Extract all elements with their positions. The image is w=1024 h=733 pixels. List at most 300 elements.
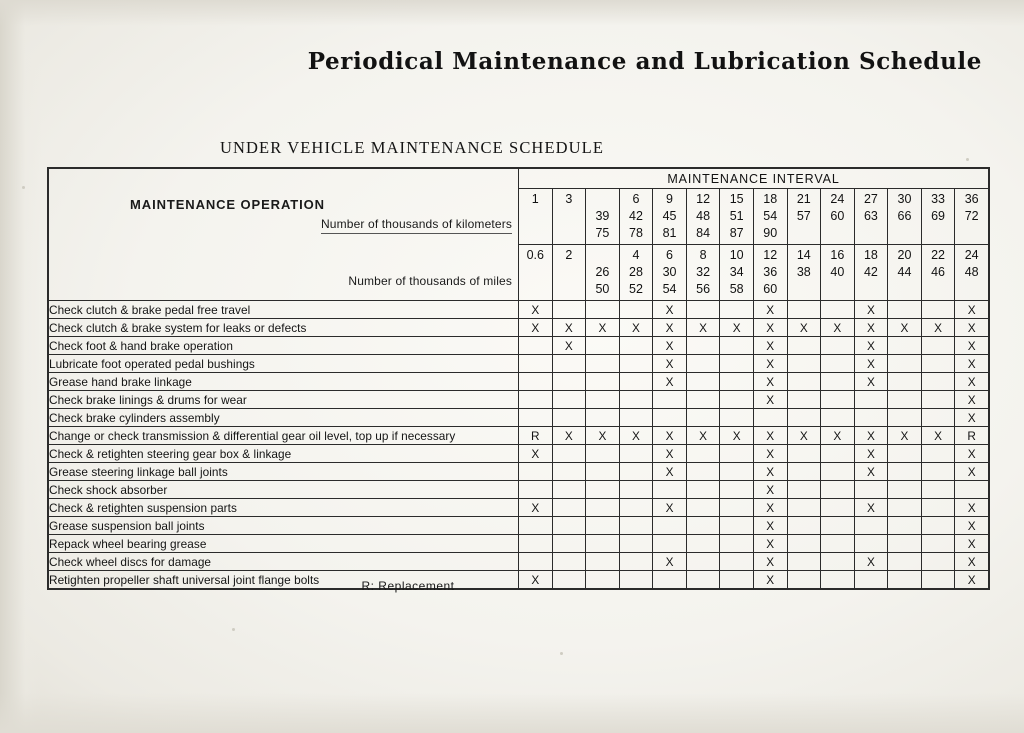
interval-mark: X bbox=[955, 445, 989, 463]
interval-mark-empty bbox=[720, 373, 754, 391]
interval-mark-empty bbox=[821, 499, 855, 517]
interval-mark-empty bbox=[586, 481, 620, 499]
interval-mark-empty bbox=[720, 355, 754, 373]
interval-mark-empty bbox=[586, 535, 620, 553]
interval-km-col-12 bbox=[888, 189, 922, 245]
interval-mark: X bbox=[653, 463, 687, 481]
interval-mark-empty bbox=[821, 553, 855, 571]
interval-mark: X bbox=[619, 319, 653, 337]
interval-mark-empty bbox=[720, 553, 754, 571]
interval-mark: X bbox=[888, 427, 922, 445]
interval-mark: X bbox=[653, 337, 687, 355]
interval-km-col-value: 66 bbox=[897, 209, 912, 223]
interval-km-col-value: 15 bbox=[729, 192, 744, 206]
interval-km-col-2 bbox=[552, 189, 586, 245]
interval-mark-empty bbox=[619, 535, 653, 553]
interval-mark: X bbox=[821, 319, 855, 337]
interval-mark-empty bbox=[552, 463, 586, 481]
interval-mark-empty bbox=[921, 463, 955, 481]
interval-mark-empty bbox=[854, 517, 888, 535]
maintenance-interval-banner: MAINTENANCE INTERVAL bbox=[519, 169, 989, 189]
interval-km-col-value: 39 bbox=[595, 209, 610, 223]
interval-miles-col-8 bbox=[753, 245, 787, 301]
interval-mark: X bbox=[753, 571, 787, 589]
table-row bbox=[49, 427, 989, 445]
interval-mark-empty bbox=[888, 391, 922, 409]
interval-mark-empty bbox=[821, 409, 855, 427]
interval-km-col-value: 72 bbox=[964, 209, 979, 223]
interval-mark-empty bbox=[586, 373, 620, 391]
interval-mark-empty bbox=[854, 409, 888, 427]
interval-mark: X bbox=[753, 445, 787, 463]
interval-mark-empty bbox=[787, 445, 821, 463]
interval-mark-empty bbox=[519, 337, 553, 355]
table-row bbox=[49, 319, 989, 337]
interval-mark-empty bbox=[821, 301, 855, 319]
interval-mark-empty bbox=[821, 535, 855, 553]
interval-mark: X bbox=[854, 301, 888, 319]
interval-mark-empty bbox=[888, 535, 922, 553]
scan-speck bbox=[560, 652, 563, 655]
interval-mark-empty bbox=[854, 535, 888, 553]
interval-mark-empty bbox=[686, 373, 720, 391]
interval-mark-empty bbox=[955, 481, 989, 499]
interval-mark: X bbox=[854, 553, 888, 571]
interval-km-col-6 bbox=[686, 189, 720, 245]
interval-mark: X bbox=[787, 319, 821, 337]
interval-mark-empty bbox=[519, 373, 553, 391]
interval-mark-empty bbox=[854, 391, 888, 409]
interval-km-col-value: 57 bbox=[796, 209, 811, 223]
interval-mark: X bbox=[753, 535, 787, 553]
interval-mark-empty bbox=[888, 517, 922, 535]
interval-mark: X bbox=[753, 391, 787, 409]
interval-mark-empty bbox=[653, 535, 687, 553]
operation-header-cell bbox=[49, 169, 519, 301]
interval-miles-col-5 bbox=[653, 245, 687, 301]
interval-mark-empty bbox=[787, 373, 821, 391]
interval-mark-empty bbox=[821, 373, 855, 391]
interval-km-col-value: 27 bbox=[863, 192, 878, 206]
interval-mark-empty bbox=[552, 373, 586, 391]
interval-miles-col-value: 42 bbox=[863, 265, 878, 279]
interval-mark-empty bbox=[921, 445, 955, 463]
interval-km-col-value: 78 bbox=[629, 226, 643, 240]
interval-mark: X bbox=[753, 481, 787, 499]
interval-mark: X bbox=[955, 463, 989, 481]
interval-mark: X bbox=[653, 553, 687, 571]
interval-mark: X bbox=[653, 445, 687, 463]
interval-mark-empty bbox=[888, 481, 922, 499]
operation-label: Check & retighten steering gear box & linkage bbox=[49, 445, 519, 463]
interval-mark-empty bbox=[619, 301, 653, 319]
interval-km-col-value: 54 bbox=[763, 209, 778, 223]
interval-mark: X bbox=[955, 301, 989, 319]
table-row bbox=[49, 499, 989, 517]
interval-miles-col-value: 54 bbox=[662, 282, 677, 296]
interval-mark-empty bbox=[787, 355, 821, 373]
interval-mark-empty bbox=[686, 391, 720, 409]
interval-mark-empty bbox=[653, 391, 687, 409]
table-row bbox=[49, 409, 989, 427]
page-shadow-bottom bbox=[0, 693, 1024, 733]
interval-miles-col-value: 56 bbox=[696, 282, 711, 296]
table-row bbox=[49, 535, 989, 553]
interval-mark-empty bbox=[619, 337, 653, 355]
interval-km-col-value: 42 bbox=[629, 209, 643, 223]
operation-label: Check wheel discs for damage bbox=[49, 553, 519, 571]
scan-speck bbox=[966, 158, 969, 161]
interval-mark: X bbox=[921, 319, 955, 337]
interval-mark-empty bbox=[552, 535, 586, 553]
interval-mark-empty bbox=[921, 355, 955, 373]
interval-miles-col-11 bbox=[854, 245, 888, 301]
interval-miles-col-value: 4 bbox=[632, 248, 640, 262]
operation-header-label: MAINTENANCE OPERATION bbox=[130, 197, 325, 212]
interval-mark-empty bbox=[686, 301, 720, 319]
interval-miles-col-value: 14 bbox=[796, 248, 811, 262]
interval-mark-empty bbox=[821, 355, 855, 373]
interval-km-col-value: 90 bbox=[763, 226, 778, 240]
header-banner-row bbox=[49, 169, 989, 189]
interval-mark-empty bbox=[552, 301, 586, 319]
page-shadow-top bbox=[0, 0, 1024, 26]
section-title-text: UNDER VEHICLE MAINTENANCE SCHEDULE bbox=[219, 138, 605, 157]
interval-miles-col-12 bbox=[888, 245, 922, 301]
interval-mark-empty bbox=[552, 481, 586, 499]
table-row bbox=[49, 301, 989, 319]
interval-mark-empty bbox=[720, 445, 754, 463]
interval-miles-col-value: 10 bbox=[729, 248, 744, 262]
interval-mark-empty bbox=[519, 463, 553, 481]
interval-km-col-8 bbox=[753, 189, 787, 245]
interval-mark: X bbox=[720, 427, 754, 445]
interval-mark-empty bbox=[552, 391, 586, 409]
operation-label: Check shock absorber bbox=[49, 481, 519, 499]
interval-miles-col-2 bbox=[552, 245, 586, 301]
interval-mark-empty bbox=[787, 517, 821, 535]
interval-mark-empty bbox=[888, 355, 922, 373]
operation-label: Check brake cylinders assembly bbox=[49, 409, 519, 427]
interval-mark: X bbox=[753, 337, 787, 355]
interval-mark-empty bbox=[921, 373, 955, 391]
interval-mark-empty bbox=[787, 535, 821, 553]
interval-mark-empty bbox=[787, 391, 821, 409]
interval-mark: X bbox=[653, 499, 687, 517]
interval-miles-col-value: 20 bbox=[897, 248, 912, 262]
interval-mark: X bbox=[720, 319, 754, 337]
interval-miles-col-4 bbox=[619, 245, 653, 301]
interval-km-col-14 bbox=[955, 189, 989, 245]
interval-mark-empty bbox=[888, 409, 922, 427]
interval-km-col-value: 18 bbox=[763, 192, 778, 206]
interval-mark: R bbox=[955, 427, 989, 445]
table-row bbox=[49, 553, 989, 571]
interval-mark-empty bbox=[888, 499, 922, 517]
interval-miles-col-value: 48 bbox=[964, 265, 979, 279]
interval-mark: X bbox=[519, 445, 553, 463]
interval-mark-empty bbox=[619, 409, 653, 427]
interval-mark-empty bbox=[888, 373, 922, 391]
interval-mark: X bbox=[753, 553, 787, 571]
interval-mark: X bbox=[821, 427, 855, 445]
interval-mark: X bbox=[854, 427, 888, 445]
table-row bbox=[49, 445, 989, 463]
interval-mark: X bbox=[955, 409, 989, 427]
interval-mark-empty bbox=[653, 517, 687, 535]
interval-km-col-value: 6 bbox=[632, 192, 640, 206]
interval-mark: X bbox=[586, 319, 620, 337]
interval-mark: X bbox=[552, 427, 586, 445]
operation-label: Grease steering linkage ball joints bbox=[49, 463, 519, 481]
interval-mark-empty bbox=[552, 553, 586, 571]
scan-speck bbox=[232, 628, 235, 631]
interval-mark: X bbox=[753, 301, 787, 319]
interval-mark-empty bbox=[519, 535, 553, 553]
interval-mark-empty bbox=[586, 391, 620, 409]
table-row bbox=[49, 391, 989, 409]
interval-mark-empty bbox=[619, 355, 653, 373]
interval-mark-empty bbox=[787, 409, 821, 427]
interval-km-col-10 bbox=[821, 189, 855, 245]
interval-km-col-value: 9 bbox=[666, 192, 673, 206]
interval-km-col-5 bbox=[653, 189, 687, 245]
interval-mark-empty bbox=[586, 301, 620, 319]
interval-mark: X bbox=[854, 337, 888, 355]
interval-km-col-value: 3 bbox=[565, 192, 573, 206]
interval-mark: X bbox=[955, 373, 989, 391]
maintenance-schedule-table bbox=[48, 168, 989, 589]
interval-mark: X bbox=[519, 499, 553, 517]
interval-miles-col-14 bbox=[955, 245, 989, 301]
table-header bbox=[49, 169, 989, 301]
interval-mark-empty bbox=[586, 463, 620, 481]
interval-mark: X bbox=[653, 355, 687, 373]
interval-mark-empty bbox=[720, 337, 754, 355]
interval-mark: X bbox=[753, 355, 787, 373]
interval-mark-empty bbox=[921, 517, 955, 535]
interval-mark-empty bbox=[921, 409, 955, 427]
section-title bbox=[48, 138, 988, 158]
interval-mark: X bbox=[653, 301, 687, 319]
table-body bbox=[49, 301, 989, 589]
interval-km-col-value: 12 bbox=[696, 192, 711, 206]
interval-miles-col-value: 32 bbox=[696, 265, 711, 279]
interval-mark-empty bbox=[787, 337, 821, 355]
interval-mark-empty bbox=[586, 337, 620, 355]
interval-mark: X bbox=[519, 319, 553, 337]
operation-label: Grease hand brake linkage bbox=[49, 373, 519, 391]
interval-miles-col-value: 26 bbox=[595, 265, 610, 279]
interval-miles-col-value: 12 bbox=[763, 248, 778, 262]
interval-mark-empty bbox=[586, 445, 620, 463]
interval-mark-empty bbox=[619, 499, 653, 517]
interval-mark: X bbox=[653, 319, 687, 337]
interval-miles-col-value: 0.6 bbox=[526, 248, 544, 262]
interval-mark: X bbox=[854, 373, 888, 391]
interval-mark-empty bbox=[519, 391, 553, 409]
interval-km-col-value: 21 bbox=[796, 192, 811, 206]
interval-mark: X bbox=[586, 427, 620, 445]
interval-mark: X bbox=[753, 319, 787, 337]
interval-mark-empty bbox=[686, 463, 720, 481]
interval-km-col-value: 84 bbox=[696, 226, 711, 240]
interval-mark: X bbox=[753, 373, 787, 391]
interval-km-col-value: 33 bbox=[931, 192, 945, 206]
operation-label: Change or check transmission & differential gear oil level, top up if necessary bbox=[49, 427, 519, 445]
interval-mark-empty bbox=[787, 463, 821, 481]
interval-mark: X bbox=[955, 337, 989, 355]
interval-mark: X bbox=[686, 319, 720, 337]
interval-mark: X bbox=[955, 517, 989, 535]
interval-mark: X bbox=[854, 445, 888, 463]
interval-mark-empty bbox=[619, 553, 653, 571]
interval-mark: X bbox=[888, 319, 922, 337]
interval-mark: X bbox=[519, 301, 553, 319]
interval-mark-empty bbox=[686, 517, 720, 535]
interval-mark-empty bbox=[586, 355, 620, 373]
table-row bbox=[49, 337, 989, 355]
interval-mark-empty bbox=[519, 409, 553, 427]
interval-mark-empty bbox=[753, 409, 787, 427]
interval-mark-empty bbox=[619, 517, 653, 535]
interval-mark-empty bbox=[686, 337, 720, 355]
interval-miles-col-value: 34 bbox=[729, 265, 744, 279]
interval-miles-col-3 bbox=[586, 245, 620, 301]
interval-mark-empty bbox=[720, 463, 754, 481]
interval-mark-empty bbox=[888, 463, 922, 481]
interval-km-col-value: 75 bbox=[595, 226, 610, 240]
interval-miles-col-value: 24 bbox=[964, 248, 979, 262]
interval-miles-col-value: 36 bbox=[763, 265, 778, 279]
interval-mark-empty bbox=[519, 481, 553, 499]
interval-mark-empty bbox=[888, 301, 922, 319]
interval-mark: X bbox=[955, 355, 989, 373]
interval-mark-empty bbox=[552, 499, 586, 517]
interval-km-col-value: 45 bbox=[662, 209, 677, 223]
interval-mark-empty bbox=[653, 481, 687, 499]
interval-mark-empty bbox=[921, 481, 955, 499]
interval-mark-empty bbox=[619, 445, 653, 463]
interval-mark: X bbox=[552, 319, 586, 337]
page-shadow-left bbox=[0, 0, 42, 733]
interval-miles-col-value: 22 bbox=[931, 248, 945, 262]
scan-speck bbox=[22, 186, 25, 189]
interval-km-col-3 bbox=[586, 189, 620, 245]
interval-mark: X bbox=[552, 337, 586, 355]
interval-mark-empty bbox=[619, 481, 653, 499]
operation-label: Retighten propeller shaft universal joint flange bolts bbox=[49, 571, 519, 589]
interval-mark-empty bbox=[686, 445, 720, 463]
interval-mark-empty bbox=[921, 499, 955, 517]
interval-mark-empty bbox=[821, 337, 855, 355]
interval-mark: X bbox=[653, 427, 687, 445]
interval-mark-empty bbox=[720, 301, 754, 319]
interval-km-col-value: 30 bbox=[897, 192, 912, 206]
interval-mark: X bbox=[619, 427, 653, 445]
operation-label: Check clutch & brake pedal free travel bbox=[49, 301, 519, 319]
interval-mark-empty bbox=[686, 355, 720, 373]
interval-mark-empty bbox=[821, 463, 855, 481]
miles-unit-label: Number of thousands of miles bbox=[348, 274, 512, 288]
interval-miles-col-value: 38 bbox=[796, 265, 811, 279]
interval-mark-empty bbox=[720, 481, 754, 499]
interval-mark-empty bbox=[888, 571, 922, 589]
interval-mark-empty bbox=[619, 463, 653, 481]
interval-miles-col-9 bbox=[787, 245, 821, 301]
interval-mark-empty bbox=[888, 553, 922, 571]
interval-mark-empty bbox=[888, 337, 922, 355]
interval-mark-empty bbox=[821, 517, 855, 535]
interval-miles-col-value: 50 bbox=[595, 282, 610, 296]
interval-mark-empty bbox=[720, 409, 754, 427]
interval-mark-empty bbox=[854, 481, 888, 499]
interval-miles-col-value: 6 bbox=[666, 248, 673, 262]
interval-mark-empty bbox=[519, 517, 553, 535]
interval-km-col-value: 69 bbox=[931, 209, 945, 223]
page-title: Periodical Maintenance and Lubrication Schedule bbox=[307, 48, 982, 75]
table-row bbox=[49, 517, 989, 535]
interval-mark-empty bbox=[921, 553, 955, 571]
interval-miles-col-value: 40 bbox=[830, 265, 845, 279]
interval-mark-empty bbox=[586, 409, 620, 427]
interval-mark-empty bbox=[552, 517, 586, 535]
operation-label: Check clutch & brake system for leaks or defects bbox=[49, 319, 519, 337]
interval-mark-empty bbox=[686, 481, 720, 499]
table-row bbox=[49, 463, 989, 481]
interval-km-col-13 bbox=[921, 189, 955, 245]
interval-km-col-value: 36 bbox=[964, 192, 979, 206]
interval-mark: X bbox=[753, 499, 787, 517]
interval-mark-empty bbox=[787, 553, 821, 571]
interval-mark-empty bbox=[821, 481, 855, 499]
interval-mark-empty bbox=[686, 499, 720, 517]
interval-mark: X bbox=[753, 463, 787, 481]
operation-label: Lubricate foot operated pedal bushings bbox=[49, 355, 519, 373]
interval-miles-col-value: 60 bbox=[763, 282, 778, 296]
interval-mark: X bbox=[753, 517, 787, 535]
interval-mark-empty bbox=[552, 355, 586, 373]
interval-km-col-1 bbox=[519, 189, 553, 245]
interval-mark: X bbox=[955, 319, 989, 337]
interval-miles-col-value: 30 bbox=[662, 265, 677, 279]
interval-mark-empty bbox=[552, 445, 586, 463]
table-row bbox=[49, 355, 989, 373]
interval-mark: X bbox=[653, 373, 687, 391]
interval-miles-col-value: 52 bbox=[629, 282, 643, 296]
table-row bbox=[49, 373, 989, 391]
interval-mark-empty bbox=[921, 535, 955, 553]
interval-mark-empty bbox=[686, 535, 720, 553]
interval-km-col-value: 60 bbox=[830, 209, 845, 223]
interval-mark-empty bbox=[552, 409, 586, 427]
interval-km-col-value: 1 bbox=[531, 192, 539, 206]
interval-mark: X bbox=[854, 463, 888, 481]
interval-mark-empty bbox=[787, 499, 821, 517]
interval-mark-empty bbox=[787, 301, 821, 319]
interval-km-col-value: 51 bbox=[729, 209, 744, 223]
operation-label: Check brake linings & drums for wear bbox=[49, 391, 519, 409]
interval-mark: X bbox=[921, 427, 955, 445]
interval-miles-col-7 bbox=[720, 245, 754, 301]
interval-km-col-value: 87 bbox=[729, 226, 744, 240]
interval-mark: X bbox=[955, 571, 989, 589]
interval-mark-empty bbox=[921, 391, 955, 409]
interval-mark: X bbox=[955, 535, 989, 553]
interval-km-col-value: 24 bbox=[830, 192, 845, 206]
interval-mark-empty bbox=[921, 571, 955, 589]
interval-miles-col-6 bbox=[686, 245, 720, 301]
